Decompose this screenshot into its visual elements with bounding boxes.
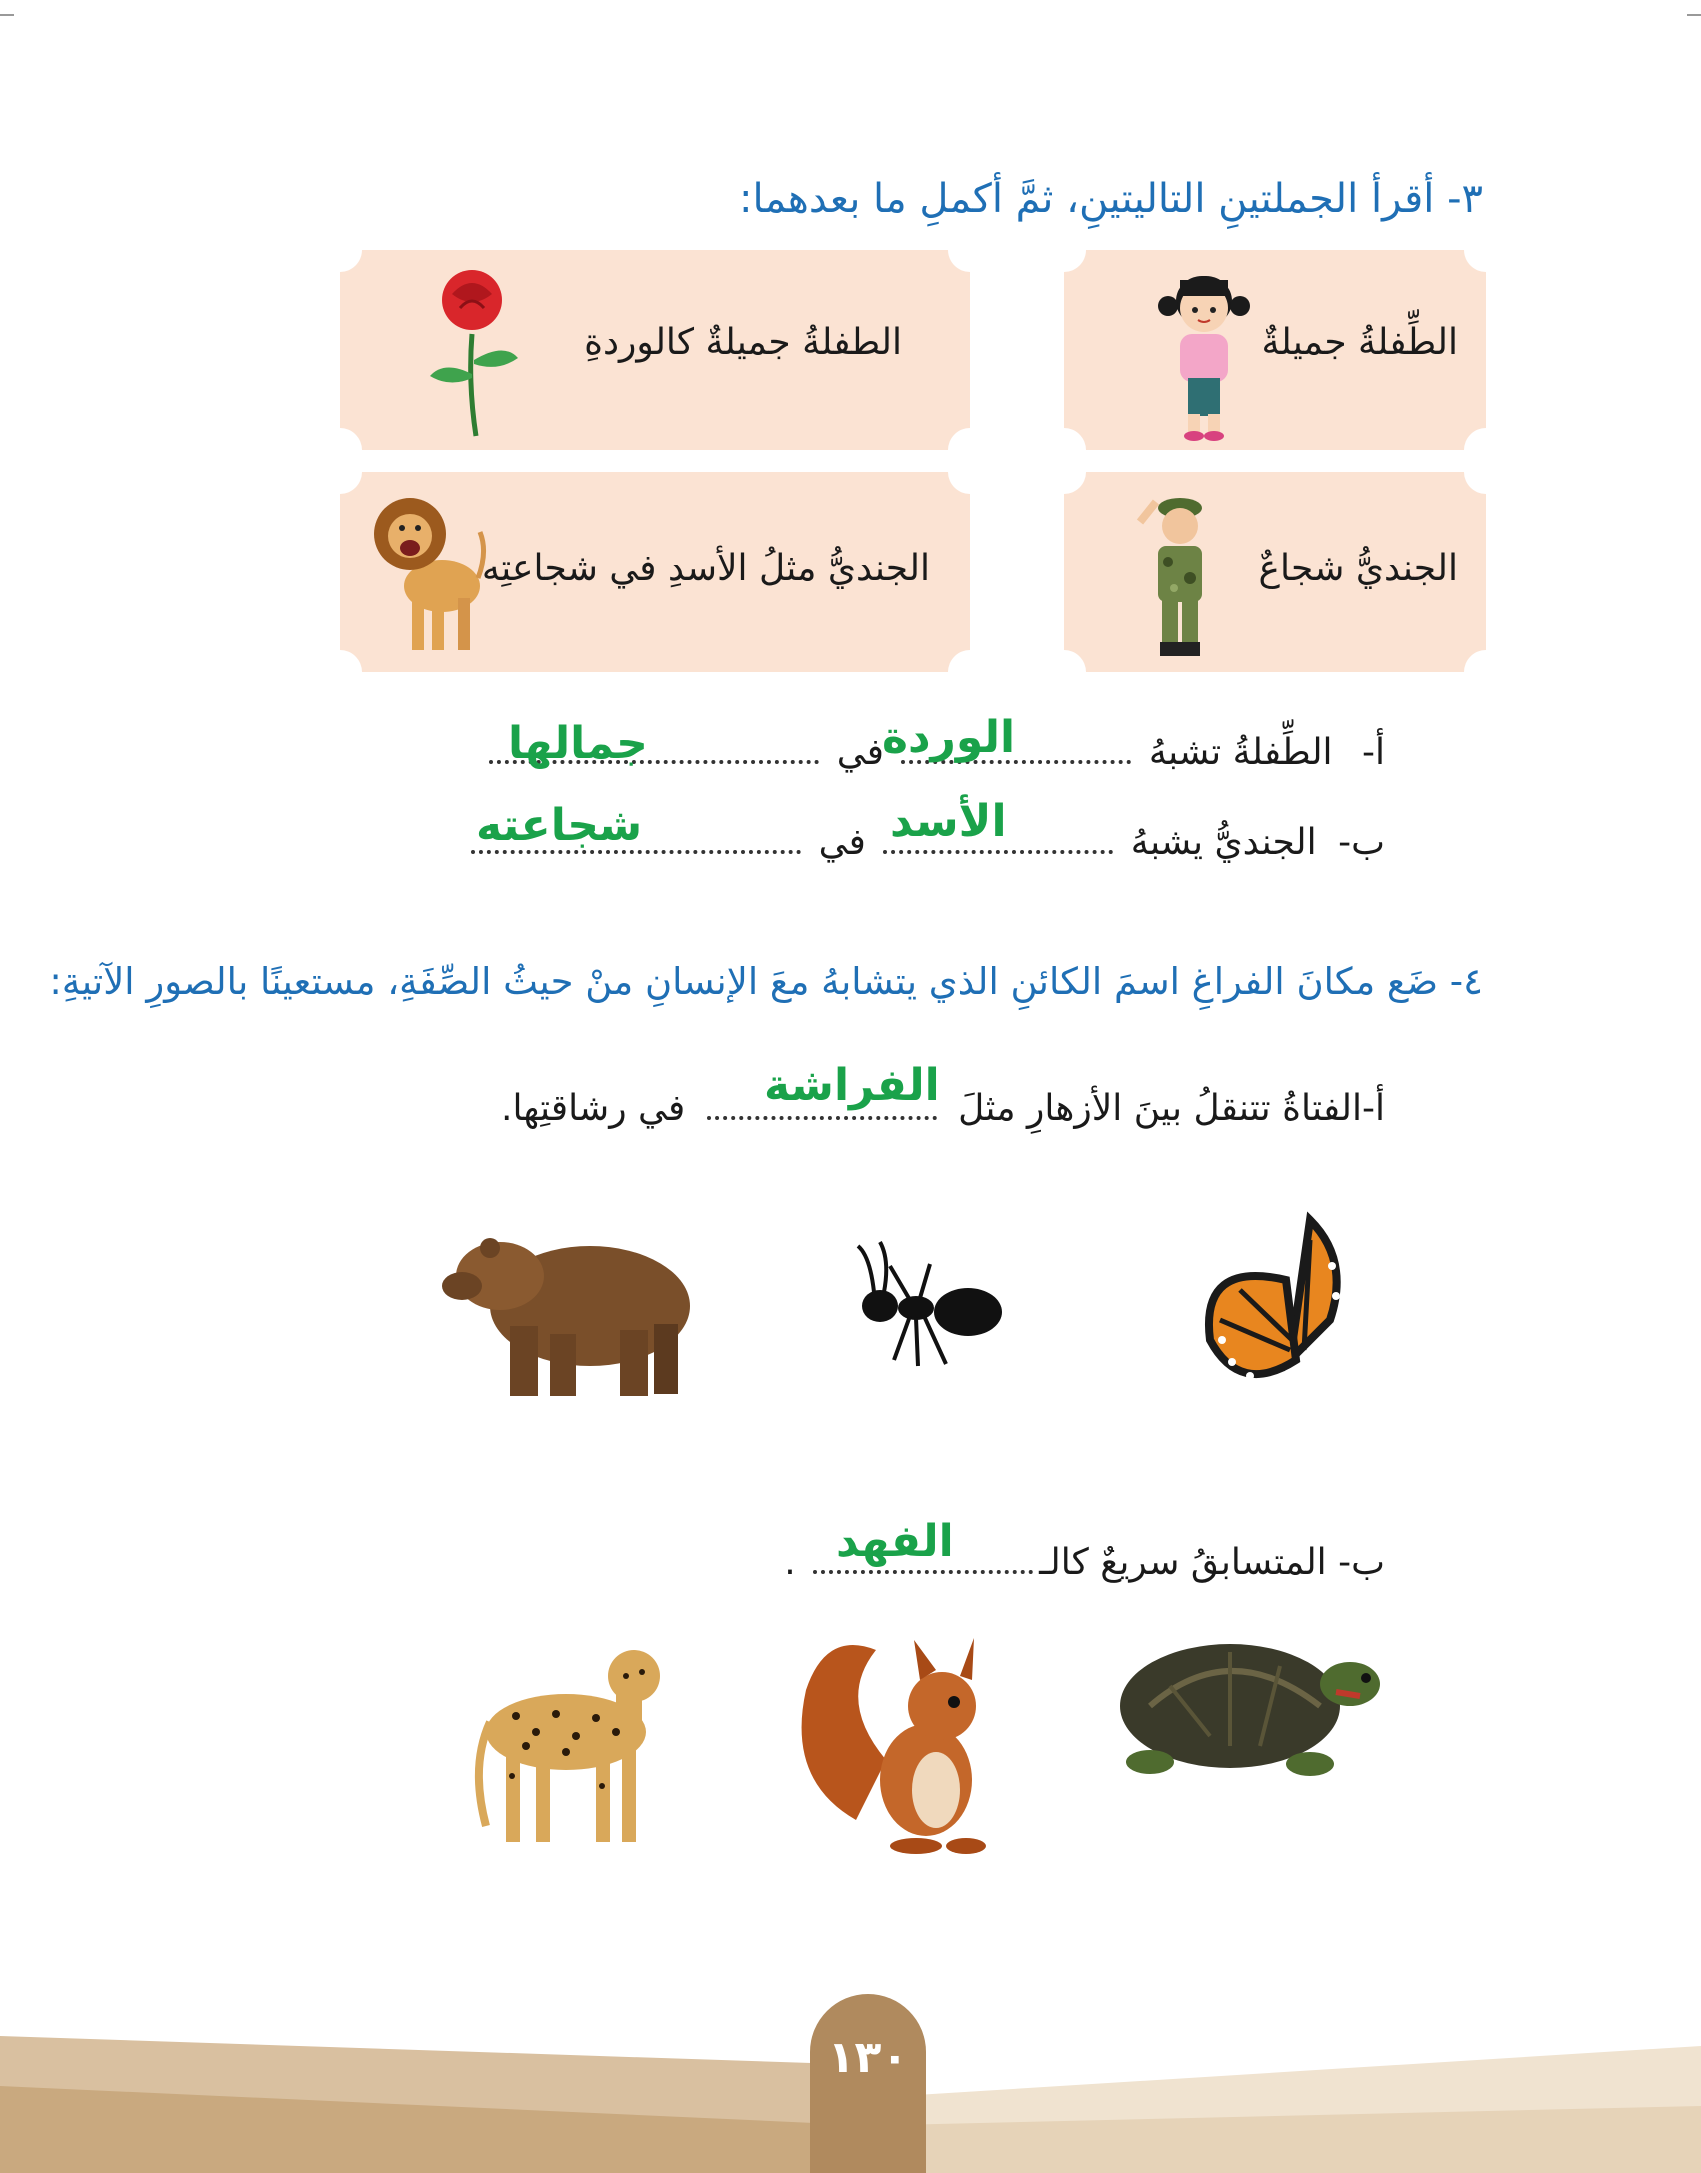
line-start-text: الطِّفلةُ تشبهُ [1148,732,1333,773]
rose-icon [420,264,530,444]
card-text: الجنديُّ مثلُ الأسدِ في شجاعتِه [481,548,930,589]
line-end-text: في رشاقتِها. [501,1088,686,1129]
line-start-text: ب- المتسابقُ سريعٌ كالـ [1039,1542,1385,1583]
answer-rose: الوردة [882,712,1016,763]
line-end-text: . [784,1542,796,1583]
card-text: الطفلةُ جميلةٌ كالوردةِ [584,322,902,363]
line-prefix: ب- [1338,822,1385,863]
crop-mark-left [0,14,14,16]
answer-cheetah: الفهد [836,1516,954,1567]
ant-icon [850,1236,1010,1376]
answer-lion: الأسد [890,796,1007,847]
squirrel-icon [796,1620,996,1860]
sentence-card-rose [340,250,970,450]
card-text: الطِّفلةُ جميلةٌ [1261,322,1458,363]
line-start-text: الجنديُّ يشبهُ [1130,822,1317,863]
butterfly-icon [1200,1200,1350,1400]
crop-mark-right [1687,14,1701,16]
page-number-tab [810,1994,926,2173]
sentence-card-girl [1064,250,1486,450]
question-4-title: ٤- ضَع مكانَ الفراغِ اسمَ الكائنِ الذي يتشابهُ معَ الإنسانِ منْ حيثُ الصِّفَةِ، مستعينًا بالصورِ الآتيةِ: [49,960,1483,1003]
line-start-text: أ-الفتاةُ تتنقلُ بينَ الأزهارِ مثلَ [958,1088,1385,1129]
line-mid-text: في [818,822,866,863]
page-number: ١٣٠ [827,2032,909,2083]
q4-line-a [501,1086,1385,1129]
sentence-card-lion [340,472,970,672]
cheetah-icon [466,1636,666,1856]
line-prefix: أ- [1362,732,1385,773]
girl-icon [1154,266,1254,446]
turtle-icon [1110,1606,1390,1796]
bear-icon [440,1216,700,1406]
sentence-card-soldier [1064,472,1486,672]
card-text: الجنديُّ شجاعٌ [1258,548,1458,589]
answer-beauty: جمالها [508,718,648,769]
question-3-title: ٣- أقرأ الجملتينِ التاليتينِ، ثمَّ أكملِ ما بعدهما: [739,176,1483,222]
answer-butterfly: الفراشة [764,1060,940,1111]
soldier-icon [1130,492,1230,672]
answer-courage: شجاعته [476,800,643,851]
line-mid-text: في [836,732,884,773]
lion-icon [370,482,490,662]
